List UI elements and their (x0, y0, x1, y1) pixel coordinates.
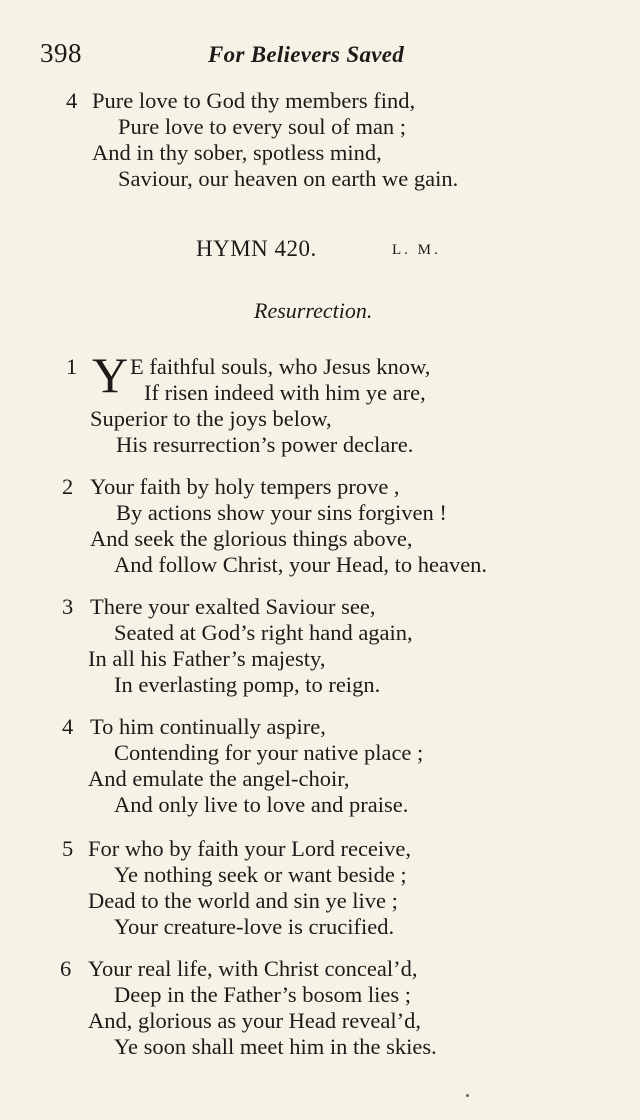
verse-line: Your faith by holy tempers prove , (90, 474, 400, 499)
verse-line: For who by faith your Lord receive, (88, 836, 412, 861)
verse-line: Your creature-love is crucified. (114, 914, 395, 939)
verse-line: To him continually aspire, (90, 714, 326, 739)
stanza-number: 5 (62, 836, 74, 861)
verse-line: By actions show your sins forgiven ! (116, 500, 447, 525)
verse-line: In all his Father’s majesty, (88, 646, 326, 671)
verse-line: There your exalted Saviour see, (90, 594, 376, 619)
page-number: 398 (40, 38, 82, 68)
verse-line: Pure love to God thy members find, (92, 88, 416, 113)
stanza-number: 3 (62, 594, 74, 619)
verse-line: Ye nothing seek or want beside ; (114, 862, 407, 887)
verse-line: And only live to love and praise. (114, 792, 409, 817)
verse-line: Saviour, our heaven on earth we gain. (118, 166, 459, 191)
verse-line: And seek the glorious things above, (90, 526, 413, 551)
hymn-subtitle: Resurrection. (254, 298, 373, 323)
verse-line: Seated at God’s right hand again, (114, 620, 413, 645)
verse-line: And follow Christ, your Head, to heaven. (114, 552, 488, 577)
stanza-number: 4 (66, 88, 78, 113)
verse-line: Your real life, with Christ conceal’d, (88, 956, 418, 981)
verse-line: And in thy sober, spotless mind, (92, 140, 382, 165)
verse-line: Ye soon shall meet him in the skies. (114, 1034, 437, 1059)
running-title: For Believers Saved (208, 42, 405, 67)
verse-line: Deep in the Father’s bosom lies ; (114, 982, 412, 1007)
verse-line: E faithful souls, who Jesus know, (130, 354, 431, 379)
page-header (40, 38, 600, 72)
stanza-number: 4 (62, 714, 74, 739)
verse-line: His resurrection’s power declare. (116, 432, 414, 457)
verse-line: And, glorious as your Head reveal’d, (88, 1008, 422, 1033)
ink-speck (466, 1094, 469, 1097)
verse-line: Contending for your native place ; (114, 740, 424, 765)
verse-line: In everlasting pomp, to reign. (114, 672, 381, 697)
hymn-title: HYMN 420. (196, 236, 317, 261)
hymn-meter: L. M. (392, 242, 441, 258)
verse-line: Pure love to every soul of man ; (118, 114, 407, 139)
stanza-number: 2 (62, 474, 74, 499)
verse-line: Superior to the joys below, (90, 406, 332, 431)
verse-line: And emulate the angel-choir, (88, 766, 350, 791)
stanza-number: 6 (60, 956, 72, 981)
verse-line: If risen indeed with him ye are, (144, 380, 426, 405)
stanza-number: 1 (66, 354, 78, 379)
drop-cap: Y (92, 347, 129, 403)
verse-line: Dead to the world and sin ye live ; (88, 888, 398, 913)
